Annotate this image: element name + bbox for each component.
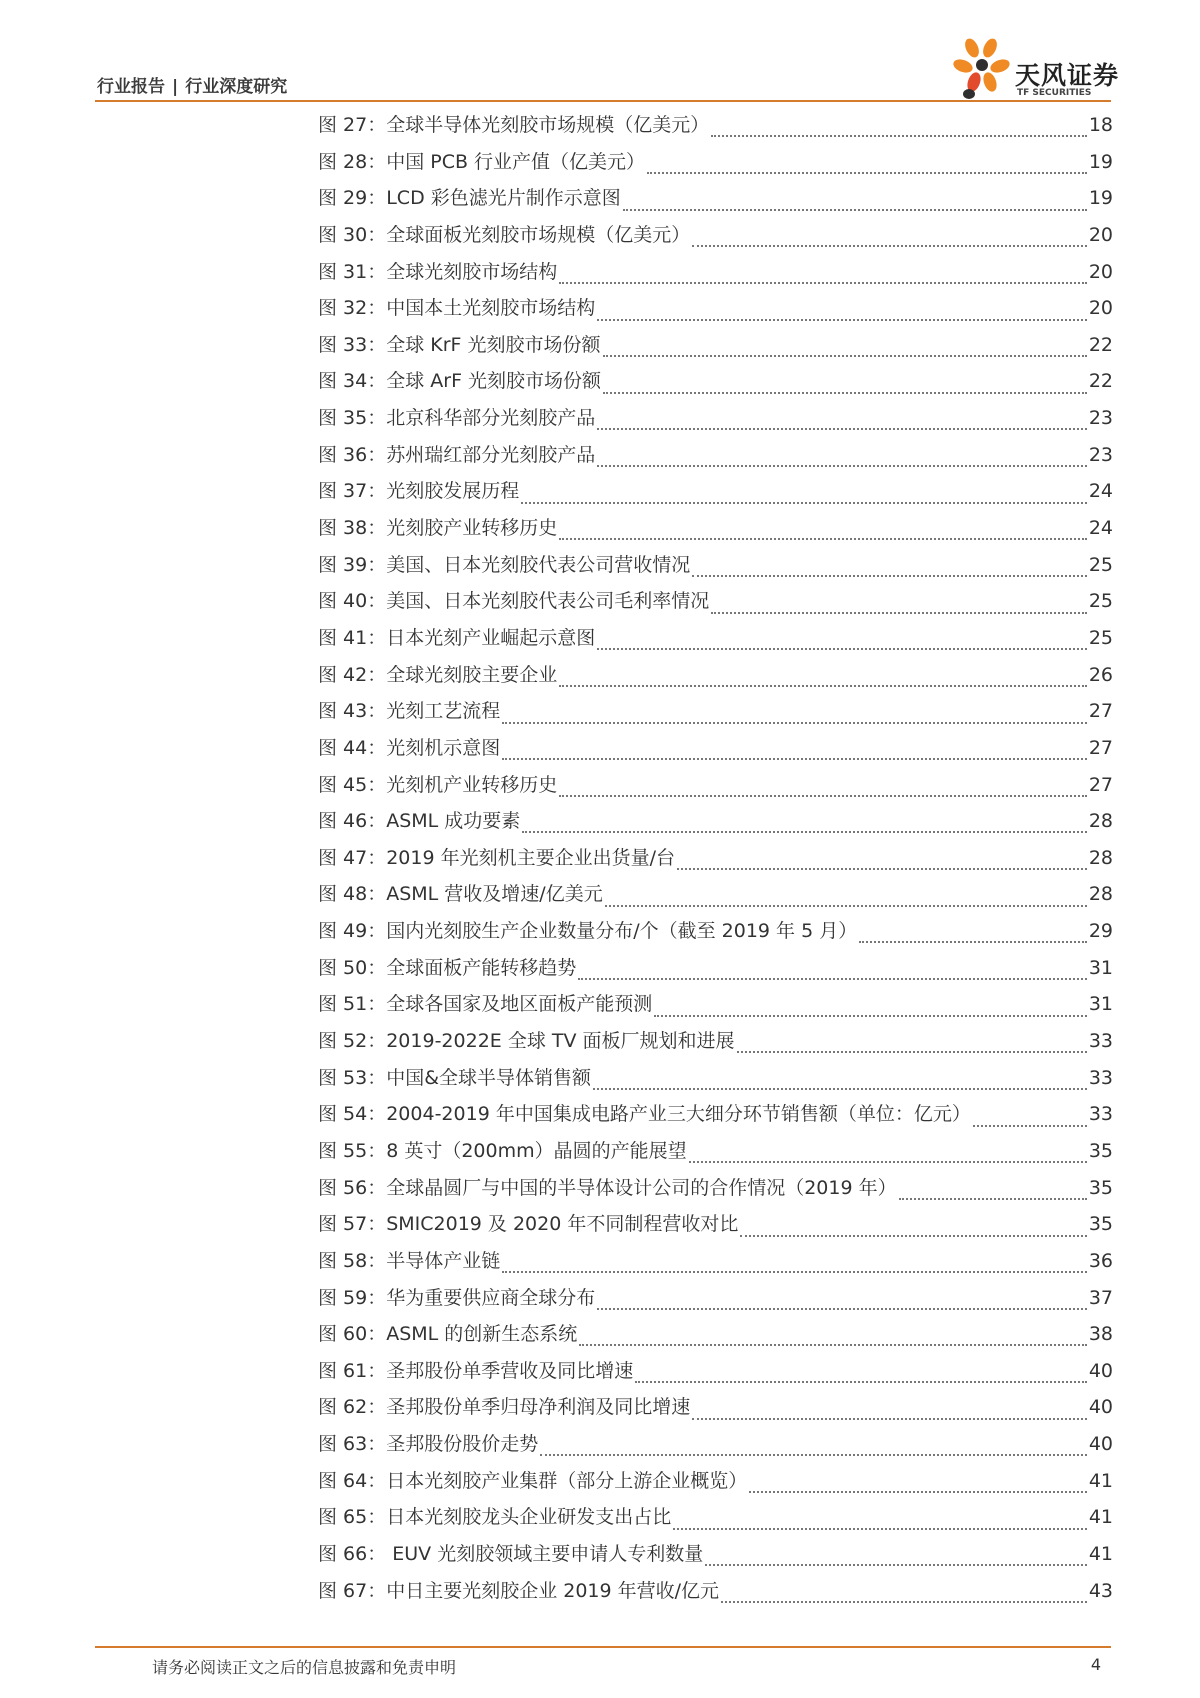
toc-entry[interactable] (318, 660, 1113, 697)
toc-entry[interactable] (318, 1063, 1113, 1100)
toc-entry-title: 图 37：光刻胶发展历程 (318, 480, 520, 503)
logo-chinese-name: 天风证券 (1015, 61, 1120, 90)
toc-entry[interactable] (318, 183, 1113, 220)
header-divider (95, 100, 1111, 102)
toc-entry[interactable] (318, 989, 1113, 1026)
figure-list (318, 110, 1113, 1612)
logo-english-name: TF SECURITIES (1017, 88, 1092, 98)
toc-entry-title: 图 33：全球 KrF 光刻胶市场份额 (318, 333, 601, 356)
toc-entry-page: 19 (1088, 150, 1113, 173)
toc-entry-page: 35 (1088, 1139, 1113, 1162)
toc-entry[interactable] (318, 330, 1113, 367)
dot-leader (692, 245, 1087, 247)
toc-entry-title: 图 45：光刻机产业转移历史 (318, 773, 558, 796)
toc-entry[interactable] (318, 1539, 1113, 1576)
toc-entry-page: 25 (1088, 553, 1113, 576)
toc-entry-page: 33 (1088, 1030, 1113, 1053)
dot-leader (502, 1271, 1087, 1273)
toc-entry[interactable] (318, 953, 1113, 990)
dot-leader (749, 1491, 1087, 1493)
dot-leader (559, 795, 1087, 797)
dot-leader (737, 1051, 1087, 1053)
toc-entry-page: 20 (1088, 223, 1113, 246)
toc-entry-page: 28 (1088, 846, 1113, 869)
toc-entry[interactable] (318, 770, 1113, 807)
toc-entry-title: 图 29：LCD 彩色滤光片制作示意图 (318, 187, 621, 210)
header-separator: | (172, 77, 179, 97)
toc-entry-title: 图 60：ASML 的创新生态系统 (318, 1323, 578, 1346)
toc-entry-page: 22 (1088, 333, 1113, 356)
toc-entry-title: 图 66： EUV 光刻胶领域主要申请人专利数量 (318, 1542, 704, 1565)
toc-entry-page: 33 (1088, 1066, 1113, 1089)
toc-entry-title: 图 51：全球各国家及地区面板产能预测 (318, 993, 653, 1016)
toc-entry-title: 图 56：全球晶圆厂与中国的半导体设计公司的合作情况（2019 年） (318, 1176, 897, 1199)
toc-entry-page: 40 (1088, 1433, 1113, 1456)
toc-entry-page: 41 (1088, 1506, 1113, 1529)
toc-entry[interactable] (318, 147, 1113, 184)
dot-leader (859, 941, 1087, 943)
toc-entry-page: 23 (1088, 407, 1113, 430)
toc-entry-title: 图 65：日本光刻胶龙头企业研发支出占比 (318, 1506, 672, 1529)
toc-entry-page: 35 (1088, 1213, 1113, 1236)
toc-entry-title: 图 62：圣邦股份单季归母净利润及同比增速 (318, 1396, 691, 1419)
toc-entry-page: 18 (1088, 114, 1113, 136)
toc-entry-page: 40 (1088, 1359, 1113, 1382)
toc-entry[interactable] (318, 1429, 1113, 1466)
report-type: 行业报告 (97, 77, 165, 97)
toc-entry-title: 图 50：全球面板产能转移趋势 (318, 956, 577, 979)
toc-entry-title: 图 36：苏州瑞红部分光刻胶产品 (318, 443, 596, 466)
toc-entry-title: 图 28：中国 PCB 行业产值（亿美元） (318, 150, 646, 173)
toc-entry-title: 图 52：2019-2022E 全球 TV 面板厂规划和进展 (318, 1030, 735, 1053)
toc-entry-page: 25 (1088, 590, 1113, 613)
toc-entry[interactable] (318, 1502, 1113, 1539)
toc-entry-title: 图 42：全球光刻胶主要企业 (318, 663, 558, 686)
toc-entry[interactable] (318, 1026, 1113, 1063)
toc-entry[interactable] (318, 1099, 1113, 1136)
dot-leader (597, 428, 1087, 430)
dot-leader (578, 978, 1087, 980)
toc-entry-page: 40 (1088, 1396, 1113, 1419)
toc-entry-page: 33 (1088, 1103, 1113, 1126)
toc-entry-title: 图 53：中国&全球半导体销售额 (318, 1066, 592, 1089)
footer-divider (95, 1646, 1111, 1648)
toc-entry-title: 图 54：2004-2019 年中国集成电路产业三大细分环节销售额（单位：亿元） (318, 1103, 971, 1126)
toc-entry-title: 图 41：日本光刻产业崛起示意图 (318, 626, 596, 649)
dot-leader (705, 1564, 1087, 1566)
dot-leader (521, 502, 1087, 504)
dot-leader (623, 209, 1087, 211)
dot-leader (899, 1198, 1087, 1200)
toc-entry-page: 25 (1088, 626, 1113, 649)
toc-entry-title: 图 48：ASML 营收及增速/亿美元 (318, 883, 603, 906)
toc-entry-page: 43 (1088, 1579, 1113, 1602)
toc-entry[interactable] (318, 1136, 1113, 1173)
toc-entry-title: 图 30：全球面板光刻胶市场规模（亿美元） (318, 223, 691, 246)
toc-entry-page: 35 (1088, 1176, 1113, 1199)
dot-leader (559, 685, 1087, 687)
dot-leader (711, 612, 1087, 614)
toc-entry[interactable] (318, 733, 1113, 770)
dot-leader (522, 831, 1087, 833)
toc-entry-page: 31 (1088, 993, 1113, 1016)
toc-entry-title: 图 27：全球半导体光刻胶市场规模（亿美元） (318, 114, 710, 136)
toc-entry-title: 图 49：国内光刻胶生产企业数量分布/个（截至 2019 年 5 月） (318, 920, 858, 943)
dot-leader (740, 1235, 1086, 1237)
report-subtype: 行业深度研究 (185, 77, 288, 97)
toc-entry-page: 27 (1088, 773, 1113, 796)
toc-entry-title: 图 58：半导体产业链 (318, 1249, 501, 1272)
toc-entry[interactable] (318, 1356, 1113, 1393)
toc-entry[interactable] (318, 1466, 1113, 1503)
toc-entry[interactable] (318, 550, 1113, 587)
toc-entry-page: 20 (1088, 297, 1113, 320)
toc-entry-title: 图 61：圣邦股份单季营收及同比增速 (318, 1359, 634, 1382)
dot-leader (635, 1381, 1087, 1383)
dot-leader (692, 575, 1087, 577)
toc-entry-title: 图 40：美国、日本光刻胶代表公司毛利率情况 (318, 590, 710, 613)
toc-entry[interactable] (318, 1283, 1113, 1320)
toc-entry-page: 27 (1088, 736, 1113, 759)
toc-entry-page: 23 (1088, 443, 1113, 466)
toc-entry[interactable] (318, 879, 1113, 916)
toc-entry-title: 图 57：SMIC2019 及 2020 年不同制程营收对比 (318, 1213, 739, 1236)
flower-logo-icon (950, 36, 1014, 106)
toc-entry[interactable] (318, 440, 1113, 477)
toc-entry-page: 27 (1088, 700, 1113, 723)
toc-entry-title: 图 43：光刻工艺流程 (318, 700, 501, 723)
toc-entry-page: 26 (1088, 663, 1113, 686)
toc-entry[interactable] (318, 623, 1113, 660)
toc-entry[interactable] (318, 513, 1113, 550)
toc-entry-title: 图 39：美国、日本光刻胶代表公司营收情况 (318, 553, 691, 576)
toc-entry[interactable] (318, 366, 1113, 403)
page-number: 4 (1090, 1655, 1101, 1674)
toc-entry[interactable] (318, 220, 1113, 257)
dot-leader (593, 1088, 1087, 1090)
toc-entry-title: 图 31：全球光刻胶市场结构 (318, 260, 558, 283)
toc-entry-page: 24 (1088, 480, 1113, 503)
toc-entry-title: 图 67：中日主要光刻胶企业 2019 年营收/亿元 (318, 1579, 720, 1602)
toc-entry[interactable] (318, 806, 1113, 843)
dot-leader (677, 868, 1087, 870)
toc-entry-page: 29 (1088, 920, 1113, 943)
toc-entry-title: 图 44：光刻机示意图 (318, 736, 501, 759)
dot-leader (711, 135, 1087, 137)
dot-leader (579, 1344, 1087, 1346)
toc-entry-page: 31 (1088, 956, 1113, 979)
dot-leader (654, 1015, 1087, 1017)
dot-leader (597, 319, 1087, 321)
dot-leader (689, 1161, 1087, 1163)
toc-entry-title: 图 59：华为重要供应商全球分布 (318, 1286, 596, 1309)
toc-entry-page: 36 (1088, 1249, 1113, 1272)
disclaimer-text: 请务必阅读正文之后的信息披露和免责申明 (152, 1658, 457, 1677)
toc-entry-page: 41 (1088, 1469, 1113, 1492)
toc-entry[interactable] (318, 843, 1113, 880)
toc-entry-title: 图 34：全球 ArF 光刻胶市场份额 (318, 370, 602, 393)
toc-entry[interactable] (318, 1576, 1113, 1613)
tf-securities-logo (950, 36, 1120, 106)
toc-entry[interactable] (318, 403, 1113, 440)
toc-entry[interactable] (318, 1209, 1113, 1246)
dot-leader (597, 648, 1087, 650)
dot-leader (603, 355, 1087, 357)
toc-entry[interactable] (318, 586, 1113, 623)
toc-entry-title: 图 32：中国本土光刻胶市场结构 (318, 297, 596, 320)
toc-entry-title: 图 38：光刻胶产业转移历史 (318, 517, 558, 540)
dot-leader (597, 1308, 1087, 1310)
dot-leader (603, 392, 1087, 394)
toc-entry[interactable] (318, 696, 1113, 733)
toc-entry-page: 28 (1088, 883, 1113, 906)
toc-entry[interactable] (318, 1392, 1113, 1429)
toc-entry[interactable] (318, 293, 1113, 330)
toc-entry-title: 图 35：北京科华部分光刻胶产品 (318, 407, 596, 430)
toc-entry-title: 图 46：ASML 成功要素 (318, 810, 521, 833)
dot-leader (673, 1528, 1087, 1530)
dot-leader (559, 538, 1087, 540)
dot-leader (502, 722, 1087, 724)
toc-entry-page: 38 (1088, 1323, 1113, 1346)
toc-entry-page: 28 (1088, 810, 1113, 833)
toc-entry-title: 图 47：2019 年光刻机主要企业出货量/台 (318, 846, 676, 869)
toc-entry-page: 41 (1088, 1542, 1113, 1565)
dot-leader (502, 758, 1087, 760)
toc-entry[interactable] (318, 110, 1113, 147)
dot-leader (605, 905, 1087, 907)
toc-entry-page: 19 (1088, 187, 1113, 210)
dot-leader (647, 172, 1087, 174)
toc-entry[interactable] (318, 916, 1113, 953)
toc-entry[interactable] (318, 1246, 1113, 1283)
dot-leader (973, 1125, 1087, 1127)
toc-entry-title: 图 64：日本光刻胶产业集群（部分上游企业概览） (318, 1469, 748, 1492)
dot-leader (597, 465, 1087, 467)
toc-entry-title: 图 55：8 英寸（200mm）晶圆的产能展望 (318, 1139, 687, 1162)
dot-leader (559, 282, 1087, 284)
dot-leader (540, 1454, 1087, 1456)
toc-entry-page: 37 (1088, 1286, 1113, 1309)
toc-entry[interactable] (318, 476, 1113, 513)
toc-entry-page: 22 (1088, 370, 1113, 393)
toc-entry-page: 20 (1088, 260, 1113, 283)
toc-entry-title: 图 63：圣邦股份股价走势 (318, 1433, 539, 1456)
toc-entry[interactable] (318, 1173, 1113, 1210)
toc-entry-page: 24 (1088, 517, 1113, 540)
dot-leader (692, 1418, 1087, 1420)
report-category (97, 72, 287, 97)
toc-entry[interactable] (318, 1319, 1113, 1356)
dot-leader (721, 1601, 1087, 1603)
toc-entry[interactable] (318, 257, 1113, 294)
